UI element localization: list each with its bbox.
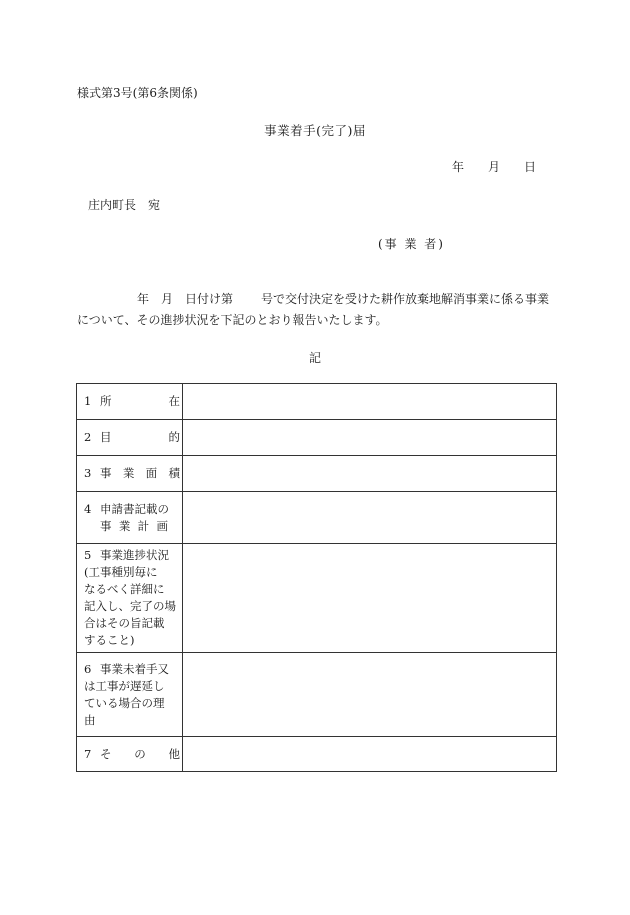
items-table bbox=[76, 383, 557, 772]
label-char: の bbox=[134, 746, 146, 761]
addressee-suffix: 宛 bbox=[148, 198, 161, 212]
addressee-name: 庄内町長 bbox=[88, 198, 137, 212]
label-char: 面 bbox=[145, 466, 158, 480]
label-char: 事 bbox=[100, 466, 112, 480]
label-char: そ bbox=[100, 746, 112, 761]
label-char: 画 bbox=[156, 518, 168, 533]
body-line-2: について、その進捗状況を下記のとおり報告いたします。 bbox=[77, 313, 388, 327]
table-row bbox=[77, 544, 557, 653]
row-number: 7 bbox=[84, 746, 92, 761]
label-char: 事 bbox=[100, 518, 112, 533]
date-month: 月 bbox=[488, 160, 501, 174]
row-number: 1 bbox=[84, 394, 92, 408]
body-month: 月 bbox=[161, 292, 174, 306]
row-number: 3 bbox=[84, 466, 92, 480]
purpose-field[interactable] bbox=[183, 420, 557, 456]
location-field[interactable] bbox=[183, 384, 557, 420]
row-label bbox=[77, 384, 183, 420]
row-label bbox=[77, 456, 183, 492]
row-label bbox=[77, 492, 183, 544]
body-text bbox=[77, 289, 562, 331]
document-title: 事業着手(完了)届 bbox=[264, 123, 366, 138]
delay-reason-field[interactable] bbox=[183, 653, 557, 737]
addressee bbox=[88, 196, 160, 213]
label-line: 申請書記載の bbox=[100, 501, 169, 516]
applicant-label: (事 業 者) bbox=[378, 237, 445, 251]
row-number: 5 bbox=[84, 548, 92, 562]
body-number-suffix: 号で交付決定を受けた耕作放棄地解消事業に係る事業 bbox=[261, 292, 550, 306]
row-number: 4 bbox=[84, 501, 92, 516]
row-label bbox=[77, 653, 183, 737]
ki-heading: 記 bbox=[308, 351, 321, 365]
row-number: 2 bbox=[84, 430, 92, 444]
label-char: 目 bbox=[100, 430, 112, 444]
label-line: 事業未着手又 bbox=[100, 661, 169, 676]
label-char: 業 bbox=[122, 466, 135, 480]
body-line-1 bbox=[77, 289, 562, 310]
row-label bbox=[77, 420, 183, 456]
table-row bbox=[77, 456, 557, 492]
table-row bbox=[77, 492, 557, 544]
label-line: 事業進捗状況 bbox=[100, 548, 169, 562]
label-note: (工事種別毎に なるべく詳細に 記入し、完了の場 合はその旨記載 すること) bbox=[84, 565, 176, 647]
label-char: 積 bbox=[168, 466, 180, 480]
date-line bbox=[452, 158, 536, 175]
label-char: 的 bbox=[168, 430, 180, 444]
body-year: 年 bbox=[137, 292, 150, 306]
row-label bbox=[77, 737, 183, 772]
row-label bbox=[77, 544, 183, 653]
label-char: 所 bbox=[100, 394, 112, 408]
progress-status-field[interactable] bbox=[183, 544, 557, 653]
date-day: 日 bbox=[524, 160, 537, 174]
body-day-ref: 日付け第 bbox=[185, 292, 234, 306]
label-char: 他 bbox=[168, 746, 180, 761]
project-area-field[interactable] bbox=[183, 456, 557, 492]
table-row bbox=[77, 384, 557, 420]
form-code: 様式第3号(第6条関係) bbox=[77, 86, 198, 100]
label-char: 在 bbox=[168, 394, 180, 408]
label-char: 計 bbox=[137, 518, 150, 533]
project-plan-field[interactable] bbox=[183, 492, 557, 544]
table-row bbox=[77, 420, 557, 456]
date-year: 年 bbox=[452, 160, 465, 174]
label-note: は工事が遅延し ている場合の理 由 bbox=[84, 678, 165, 727]
table-row bbox=[77, 653, 557, 737]
label-char: 業 bbox=[118, 518, 131, 533]
row-number: 6 bbox=[84, 661, 92, 676]
table-row bbox=[77, 737, 557, 772]
other-field[interactable] bbox=[183, 737, 557, 772]
